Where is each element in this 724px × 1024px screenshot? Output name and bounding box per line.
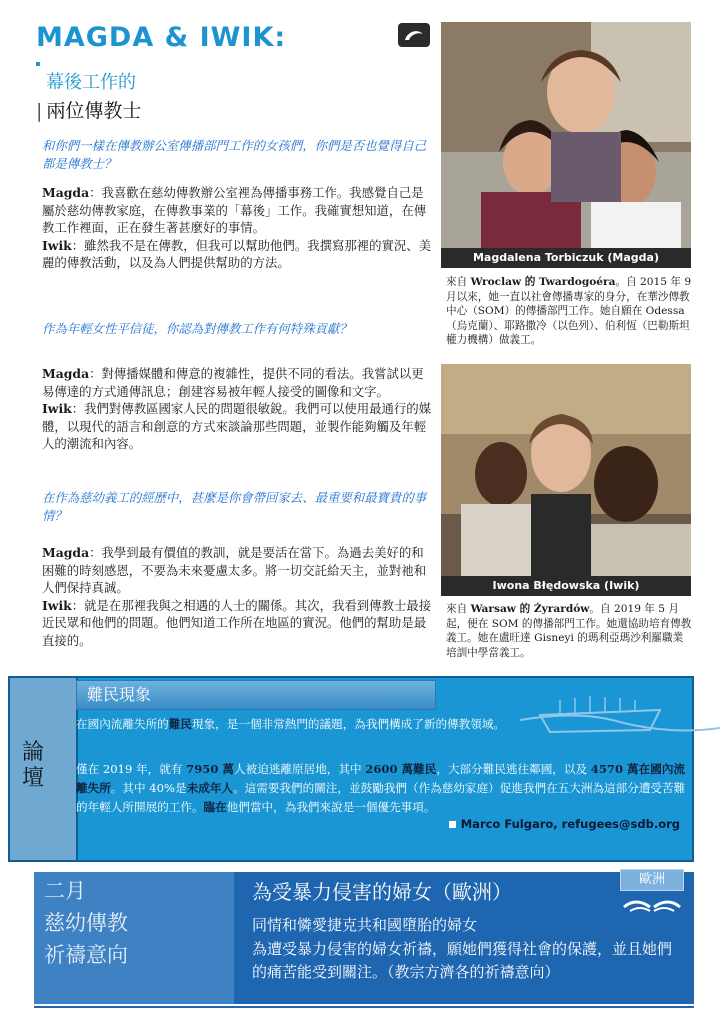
refugee-p2-a: 僅在 2019 年，就有 (76, 762, 187, 776)
refugee-p2-e: ，大部分難民逃往鄰國，以及 (436, 762, 591, 776)
accent-dot (36, 62, 40, 66)
bio-iwik-prefix: 來自 (446, 603, 471, 615)
speaker-iwik: Iwik (42, 237, 72, 253)
region-badge: 歐洲 (620, 869, 684, 891)
question-3: 在作為慈幼義工的經歷中，甚麼是你會帶回家去、最重要和最寶貴的事情？ (42, 490, 427, 523)
answer-1-magda: ：我喜歡在慈幼傳教辦公室裡為傳播事務工作。我感覺自己是屬於慈幼傳教家庭，在傳教事業的「幕後」工作。我確實想知道，在傳教工作裡面，正在發生著甚麼好的事情。 (42, 185, 427, 236)
speaker-magda: Magda (42, 545, 90, 560)
refugee-p2-b: 7950 萬 (186, 762, 235, 776)
speaker-magda: Magda (42, 185, 90, 200)
speaker-iwik: Iwik (42, 597, 72, 613)
refugee-p2-f: 4570 萬在國內流離失所 (76, 762, 686, 795)
answer-2-magda: ：對傳播媒體和傳意的複雜性，提供不同的看法。我嘗試以更易傳達的方式通傳訊息；創建容易被年輕人接受的圖像和文字。 (42, 366, 424, 399)
refugee-signature (449, 817, 680, 831)
bottom-rule (34, 1006, 694, 1008)
answer-3 (42, 544, 434, 650)
subtitle-line-2: | 兩位傳教士 (36, 100, 142, 122)
answer-2 (42, 365, 434, 453)
bio-iwik (446, 602, 692, 660)
prayer-subtitle: 同情和憐愛捷克共和國墮胎的婦女 (252, 916, 478, 934)
bio-magda (446, 275, 692, 348)
subtitle-line-2-text: 兩位傳教士 (46, 100, 142, 122)
bio-magda-prefix: 來自 (446, 276, 471, 288)
forum-label: 論壇 (22, 740, 45, 791)
page-title: MAGDA & IWIK: (36, 22, 287, 53)
bio-magda-text: 。自 2015 年 9 月以來，她一直以社會傳播專家的身分，在華沙傳教中心（SOM）的傳播部門工作。她自願在 Odessa（烏克蘭）、耶路撒冷（以色列）、伯利恆（巴勒斯坦權力機構）做義工。 (446, 276, 692, 346)
refugee-p2-h: 未成年人 (186, 781, 234, 795)
question-1: 和你們一樣在傳教辦公室傳播部門工作的女孩們，你們是否也覺得自己都是傳教士？ (42, 138, 427, 171)
refugee-paragraph-1 (76, 715, 688, 734)
photo-iwik-image (441, 364, 691, 596)
chat-bubble-icon (397, 22, 431, 50)
bio-iwik-text: 。自 2019 年 5 月起，便在 SOM 的傳播部門工作。她還協助培育傳教義工。她在盧旺達 Gisneyi 的瑪利亞瑪沙利羅職業培訓中學當義工。 (446, 603, 692, 659)
refugee-p2-c: 人被迫逃離原居地，其中 (234, 762, 366, 776)
prayer-text: 為遭受暴力侵害的婦女祈禱，願她們獲得社會的保護，並且她們的痛苦能受到關注。（教宗方濟各的祈禱意向） (252, 940, 673, 981)
speaker-magda: Magda (42, 366, 90, 381)
bio-magda-place: Wroclaw 的 Twardogoéra (470, 276, 616, 288)
refugee-p2-i: 。這需要我們的關注，並鼓勵我們（作為慈幼家庭）促進我們在五大洲為這部分遭受苦難的年輕人所開展的工作。 (76, 781, 686, 814)
answer-3-iwik: ：就是在那裡我與之相遇的人士的關係。其次，我看到傳教士最接近民眾和他們的問題。他們知道工作所在地區的實況。他們的幫助是最直接的。 (42, 597, 432, 648)
prayer-title: 為受暴力侵害的婦女（歐洲） (252, 880, 512, 904)
answer-1 (42, 184, 434, 272)
answer-2-iwik: ：我們對傳教區國家人民的問題很敏銳。我們可以使用最通行的媒體，以現代的語言和創意的方式來談論那些問題，並製作能夠觸及年輕人的潮流和內容。 (42, 401, 432, 452)
photo-magda-image (441, 22, 691, 268)
refugee-paragraph-2 (76, 760, 688, 817)
bullet-square-icon (449, 821, 456, 828)
prayer-month: 二月 (44, 879, 86, 903)
refugee-p2-k: 他們當中，為我們來說是一個優先事項。 (226, 800, 436, 814)
subtitle-line-1: 幕後工作的 (46, 72, 136, 93)
refugee-p2-j: 臨在 (203, 800, 227, 814)
refugee-signature-text: Marco Fulgaro, refugees@sdb.org (460, 817, 680, 831)
photo-magda (441, 22, 691, 268)
refugee-p1-b: 難民 (168, 717, 192, 731)
refugee-p2-g: 。其中 40%是 (110, 781, 187, 795)
question-2: 作為年輕女性平信徒，你認為對傳教工作有何特殊貢獻？ (42, 321, 352, 336)
prayer-label-2: 祈禱意向 (44, 943, 128, 967)
refugee-p1-c: 現象，是一個非常熱門的議題，為我們構成了新的傳教領域。 (191, 717, 506, 731)
refugee-p2-d: 2600 萬難民 (365, 762, 437, 776)
photo-caption-iwik: Iwona Błędowska (Iwik) (441, 576, 691, 596)
refugee-p1-a: 在國內流離失所的 (76, 717, 169, 731)
answer-1-iwik: ：雖然我不是在傳教，但我可以幫助他們。我撰寫那裡的實況、美麗的傳教活動，以及為人們提供幫助的方法。 (42, 237, 432, 271)
bio-iwik-place: Warsaw 的 Żyrardów (470, 603, 590, 615)
prayer-label-1: 慈幼傳教 (44, 911, 128, 935)
photo-iwik (441, 364, 691, 596)
photo-caption-magda: Magdalena Torbiczuk (Magda) (441, 248, 691, 268)
praying-hands-icon (620, 893, 684, 917)
answer-3-magda: ：我學到最有價值的教訓，就是要活在當下。為過去美好的和困難的時刻感恩，不要為未來憂慮太多。將一切交託給天主，並對祂和人們保持真誠。 (42, 545, 427, 596)
refugee-title: 難民現象 (76, 680, 436, 710)
speaker-iwik: Iwik (42, 401, 72, 417)
